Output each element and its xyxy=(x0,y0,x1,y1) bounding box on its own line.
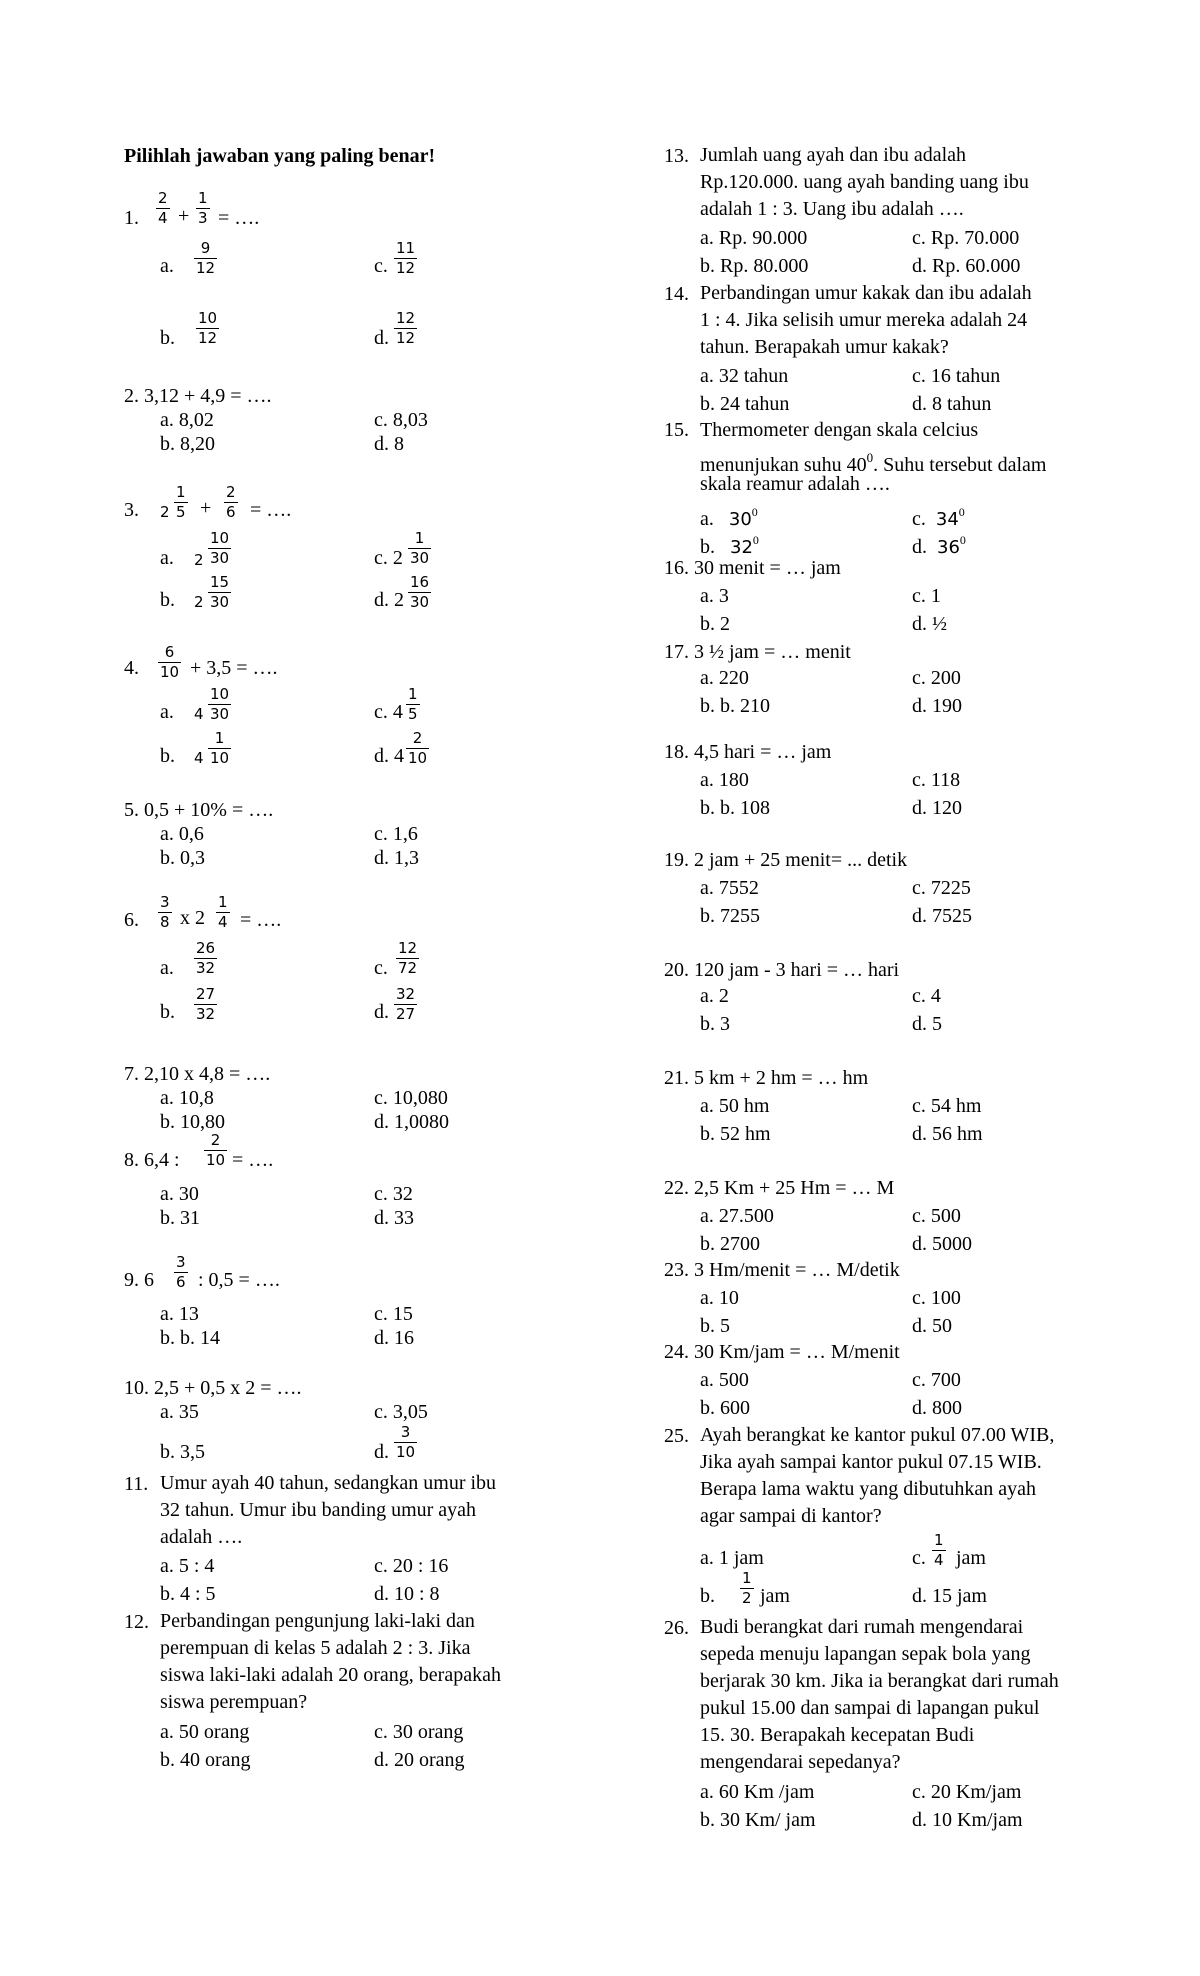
q25-option-c-unit: jam xyxy=(956,1547,986,1569)
q10-option-a: a. 35 xyxy=(160,1401,199,1423)
q9-expression: : 0,5 = …. xyxy=(198,1269,280,1291)
q7-option-b: b. 10,80 xyxy=(160,1111,225,1133)
q21-question: 21. 5 km + 2 hm = … hm xyxy=(664,1067,869,1089)
q6-multiply: x 2 xyxy=(180,907,205,929)
q18-option-b: b. b. 108 xyxy=(700,797,770,819)
q13-option-c: c. Rp. 70.000 xyxy=(912,227,1020,249)
q12-number: 12. xyxy=(124,1611,149,1633)
q3-option-a: a. xyxy=(160,547,174,569)
q18-option-a: a. 180 xyxy=(700,769,749,791)
q4-option-b: b. xyxy=(160,745,175,767)
q15-line-1: Thermometer dengan skala celcius xyxy=(700,419,979,441)
q8-option-d: d. 33 xyxy=(374,1207,414,1229)
q4-number: 4. xyxy=(124,657,139,679)
q21-option-b: b. 52 hm xyxy=(700,1123,771,1145)
q12-option-b: b. 40 orang xyxy=(160,1749,251,1771)
q3-option-a-fraction: 10 30 xyxy=(210,529,230,567)
q1-option-c: c. xyxy=(374,255,388,277)
q22-question: 22. 2,5 Km + 25 Hm = … M xyxy=(664,1177,895,1199)
q9-option-c: c. 15 xyxy=(374,1303,413,1325)
q24-question: 24. 30 Km/jam = … M/menit xyxy=(664,1341,900,1363)
q1-option-a-fraction: 9 12 xyxy=(196,239,216,277)
q10-option-d-fraction: 3 10 xyxy=(396,1423,416,1461)
q14-option-d: d. 8 tahun xyxy=(912,393,992,415)
q23-option-b: b. 5 xyxy=(700,1315,730,1337)
q11-question: Umur ayah 40 tahun, sedangkan umur ibu 32 tahun. Umur ibu banding umur ayah adalah …. xyxy=(160,1472,497,1548)
q21-option-c: c. 54 hm xyxy=(912,1095,982,1117)
q20-option-d: d. 5 xyxy=(912,1013,942,1035)
q3-plus: + xyxy=(200,497,212,519)
q26-option-b: b. 30 Km/ jam xyxy=(700,1809,816,1831)
q3-fraction-1: 1 5 xyxy=(176,483,186,521)
q15-line-2: menunjukan suhu $40^0$. Suhu tersebut dalam xyxy=(700,450,1047,476)
q8-option-b: b. 31 xyxy=(160,1207,200,1229)
q6-option-c: c. xyxy=(374,957,388,979)
q3-option-d: d. 2 xyxy=(374,589,404,611)
q12-question: Perbandingan pengunjung laki-laki dan perempuan di kelas 5 adalah 2 : 3. Jika siswa laki-laki adalah 20 orang, berapakah siswa perempuan? xyxy=(160,1610,501,1713)
q16-option-a: a. 3 xyxy=(700,585,729,607)
q16-question: 16. 30 menit = … jam xyxy=(664,557,841,579)
q25-option-c-fraction: 1 4 xyxy=(934,1531,944,1569)
q1-option-c-fraction: 11 12 xyxy=(396,239,416,277)
q17-option-d: d. 190 xyxy=(912,695,962,717)
q4-option-c-fraction: 1 5 xyxy=(408,685,418,723)
q16-option-d: d. ½ xyxy=(912,613,947,635)
q6-fraction-2: 1 4 xyxy=(218,893,228,931)
q1-option-d: d. xyxy=(374,327,389,349)
q12-option-d: d. 20 orang xyxy=(374,1749,465,1771)
q4-fraction-1: 6 10 xyxy=(160,643,180,681)
q1-option-a: a. xyxy=(160,255,174,277)
q19-option-b: b. 7255 xyxy=(700,905,760,927)
q1-fraction-1: 2 4 xyxy=(158,189,168,227)
q3-option-a-whole: 2 xyxy=(194,551,204,569)
q6-option-a-fraction: 26 32 xyxy=(196,939,216,977)
q26-question: Budi berangkat dari rumah mengendarai sepeda menuju lapangan sepak bola yang berjarak 30 km. Jika ia berangkat dari rumah pukul 15.00 dan sampai di lapangan pukul 15. 30. Berapakah kecepatan Budi mengendarai sepedanya? xyxy=(700,1616,1059,1773)
q19-option-d: d. 7525 xyxy=(912,905,972,927)
q15-option-b: b. $32^0$ xyxy=(700,533,759,558)
q6-option-c-fraction: 12 72 xyxy=(398,939,418,977)
q25-option-c: c. xyxy=(912,1547,926,1569)
q3-option-b-whole: 2 xyxy=(194,593,204,611)
q26-option-a: a. 60 Km /jam xyxy=(700,1781,815,1803)
q1-option-b-fraction: 10 12 xyxy=(198,309,218,347)
q26-number: 26. xyxy=(664,1617,689,1639)
instruction-title: Pilihlah jawaban yang paling benar! xyxy=(124,145,436,167)
q24-option-d: d. 800 xyxy=(912,1397,962,1419)
q26-option-c: c. 20 Km/jam xyxy=(912,1781,1022,1803)
q18-question: 18. 4,5 hari = … jam xyxy=(664,741,832,763)
q26-option-d: d. 10 Km/jam xyxy=(912,1809,1023,1831)
q3-option-c-fraction: 1 30 xyxy=(410,529,430,567)
q3-number: 3. xyxy=(124,499,139,521)
q20-option-b: b. 3 xyxy=(700,1013,730,1035)
q4-option-b-fraction: 1 10 xyxy=(210,729,230,767)
q3-fraction-2: 2 6 xyxy=(226,483,236,521)
q3-option-c: c. 2 xyxy=(374,547,403,569)
q14-option-c: c. 16 tahun xyxy=(912,365,1001,387)
q7-option-d: d. 1,0080 xyxy=(374,1111,449,1133)
q2-question: 2. 3,12 + 4,9 = …. xyxy=(124,385,272,407)
q16-option-b: b. 2 xyxy=(700,613,730,635)
q10-option-b: b. 3,5 xyxy=(160,1441,205,1463)
q17-option-a: a. 220 xyxy=(700,667,749,689)
q19-option-c: c. 7225 xyxy=(912,877,971,899)
q6-number: 6. xyxy=(124,909,139,931)
q6-option-a: a. xyxy=(160,957,174,979)
q13-option-d: d. Rp. 60.000 xyxy=(912,255,1021,277)
q3-equals: = …. xyxy=(250,499,292,521)
q7-question: 7. 2,10 x 4,8 = …. xyxy=(124,1063,271,1085)
q18-option-c: c. 118 xyxy=(912,769,961,791)
q8-question: 8. 6,4 : xyxy=(124,1149,180,1171)
q22-option-b: b. 2700 xyxy=(700,1233,760,1255)
q5-option-b: b. 0,3 xyxy=(160,847,205,869)
q23-option-a: a. 10 xyxy=(700,1287,739,1309)
q20-question: 20. 120 jam - 3 hari = … hari xyxy=(664,959,900,981)
q25-question: Ayah berangkat ke kantor pukul 07.00 WIB, Jika ayah sampai kantor pukul 07.15 WIB. Berapa lama waktu yang dibutuhkan ayah agar sampai di kantor? xyxy=(700,1424,1055,1527)
q6-option-b: b. xyxy=(160,1001,175,1023)
q21-option-a: a. 50 hm xyxy=(700,1095,770,1117)
q4-option-c: c. 4 xyxy=(374,701,403,723)
q9-question: 9. 6 xyxy=(124,1269,154,1291)
q2-option-c: c. 8,03 xyxy=(374,409,428,431)
q11-option-a: a. 5 : 4 xyxy=(160,1555,215,1577)
q3-option-b: b. xyxy=(160,589,175,611)
q22-option-a: a. 27.500 xyxy=(700,1205,774,1227)
q1-option-b: b. xyxy=(160,327,175,349)
q4-option-d: d. 4 xyxy=(374,745,404,767)
q1-plus: + xyxy=(178,205,190,227)
q25-option-b-unit: jam xyxy=(760,1585,790,1607)
q20-option-c: c. 4 xyxy=(912,985,941,1007)
q4-option-a-whole: 4 xyxy=(194,705,204,723)
q1-fraction-2: 1 3 xyxy=(198,189,208,227)
q25-option-a: a. 1 jam xyxy=(700,1547,764,1569)
q9-fraction: 3 6 xyxy=(176,1253,186,1291)
q18-option-d: d. 120 xyxy=(912,797,962,819)
q6-option-d-fraction: 32 27 xyxy=(396,985,416,1023)
q5-option-a: a. 0,6 xyxy=(160,823,204,845)
q25-option-b-fraction: 1 2 xyxy=(742,1569,752,1607)
q14-question: Perbandingan umur kakak dan ibu adalah 1 : 4. Jika selisih umur mereka adalah 24 tahun. Berapakah umur kakak? xyxy=(700,282,1032,358)
q8-option-c: c. 32 xyxy=(374,1183,413,1205)
q20-option-a: a. 2 xyxy=(700,985,729,1007)
q15-option-d: d. $36^0$ xyxy=(912,533,966,558)
q10-question: 10. 2,5 + 0,5 x 2 = …. xyxy=(124,1377,302,1399)
q4-option-a: a. xyxy=(160,701,174,723)
q19-question: 19. 2 jam + 25 menit= ... detik xyxy=(664,849,908,871)
q7-option-a: a. 10,8 xyxy=(160,1087,214,1109)
q4-option-b-whole: 4 xyxy=(194,749,204,767)
q12-option-a: a. 50 orang xyxy=(160,1721,250,1743)
q4-option-a-fraction: 10 30 xyxy=(210,685,230,723)
q9-option-d: d. 16 xyxy=(374,1327,414,1349)
q10-option-c: c. 3,05 xyxy=(374,1401,428,1423)
q15-number: 15. xyxy=(664,419,689,441)
q24-option-b: b. 600 xyxy=(700,1397,750,1419)
q8-option-a: a. 30 xyxy=(160,1183,199,1205)
q7-option-c: c. 10,080 xyxy=(374,1087,448,1109)
q2-option-d: d. 8 xyxy=(374,433,404,455)
q1-equals: = …. xyxy=(218,207,260,229)
q3-option-b-fraction: 15 30 xyxy=(210,573,230,611)
q1-number: 1. xyxy=(124,207,139,229)
q13-question: Jumlah uang ayah dan ibu adalah Rp.120.000. uang ayah banding uang ibu adalah 1 : 3. Uang ibu adalah …. xyxy=(700,144,1029,220)
q11-number: 11. xyxy=(124,1473,149,1495)
q23-option-d: d. 50 xyxy=(912,1315,952,1337)
q13-number: 13. xyxy=(664,145,689,167)
q23-question: 23. 3 Hm/menit = … M/detik xyxy=(664,1259,900,1281)
q11-option-d: d. 10 : 8 xyxy=(374,1583,440,1605)
q15-line-3: skala reamur adalah …. xyxy=(700,473,890,495)
q16-option-c: c. 1 xyxy=(912,585,941,607)
q9-option-a: a. 13 xyxy=(160,1303,199,1325)
q5-question: 5. 0,5 + 10% = …. xyxy=(124,799,274,821)
q11-option-c: c. 20 : 16 xyxy=(374,1555,449,1577)
q24-option-c: c. 700 xyxy=(912,1369,961,1391)
q23-option-c: c. 100 xyxy=(912,1287,961,1309)
q8-fraction: 2 10 xyxy=(206,1131,226,1169)
q2-option-a: a. 8,02 xyxy=(160,409,214,431)
q21-option-d: d. 56 hm xyxy=(912,1123,983,1145)
q1-option-d-fraction: 12 12 xyxy=(396,309,416,347)
q25-number: 25. xyxy=(664,1425,689,1447)
q10-option-d: d. xyxy=(374,1441,389,1463)
q25-option-b: b. xyxy=(700,1585,715,1607)
q3-whole: 2 xyxy=(160,503,170,521)
q17-option-c: c. 200 xyxy=(912,667,961,689)
q17-option-b: b. b. 210 xyxy=(700,695,770,717)
q25-option-d: d. 15 jam xyxy=(912,1585,987,1607)
q4-expression: + 3,5 = …. xyxy=(190,657,278,679)
q14-option-a: a. 32 tahun xyxy=(700,365,789,387)
q8-equals: = …. xyxy=(232,1149,274,1171)
q11-option-b: b. 4 : 5 xyxy=(160,1583,216,1605)
q19-option-a: a. 7552 xyxy=(700,877,759,899)
q12-option-c: c. 30 orang xyxy=(374,1721,464,1743)
q9-option-b: b. b. 14 xyxy=(160,1327,220,1349)
q4-option-d-fraction: 2 10 xyxy=(408,729,428,767)
q22-option-d: d. 5000 xyxy=(912,1233,972,1255)
q2-option-b: b. 8,20 xyxy=(160,433,215,455)
q5-option-d: d. 1,3 xyxy=(374,847,419,869)
q17-question: 17. 3 ½ jam = … menit xyxy=(664,641,851,663)
q14-number: 14. xyxy=(664,283,689,305)
q22-option-c: c. 500 xyxy=(912,1205,961,1227)
q13-option-b: b. Rp. 80.000 xyxy=(700,255,809,277)
q3-option-d-fraction: 16 30 xyxy=(410,573,430,611)
q5-option-c: c. 1,6 xyxy=(374,823,418,845)
q6-option-b-fraction: 27 32 xyxy=(196,985,216,1023)
q15-option-a: a. $30^0$ xyxy=(700,505,758,530)
q14-option-b: b. 24 tahun xyxy=(700,393,790,415)
q6-fraction-1: 3 8 xyxy=(160,893,170,931)
q24-option-a: a. 500 xyxy=(700,1369,749,1391)
q6-option-d: d. xyxy=(374,1001,389,1023)
q13-option-a: a. Rp. 90.000 xyxy=(700,227,808,249)
q6-equals: = …. xyxy=(240,909,282,931)
q15-option-c: c. $34^0$ xyxy=(912,505,965,530)
